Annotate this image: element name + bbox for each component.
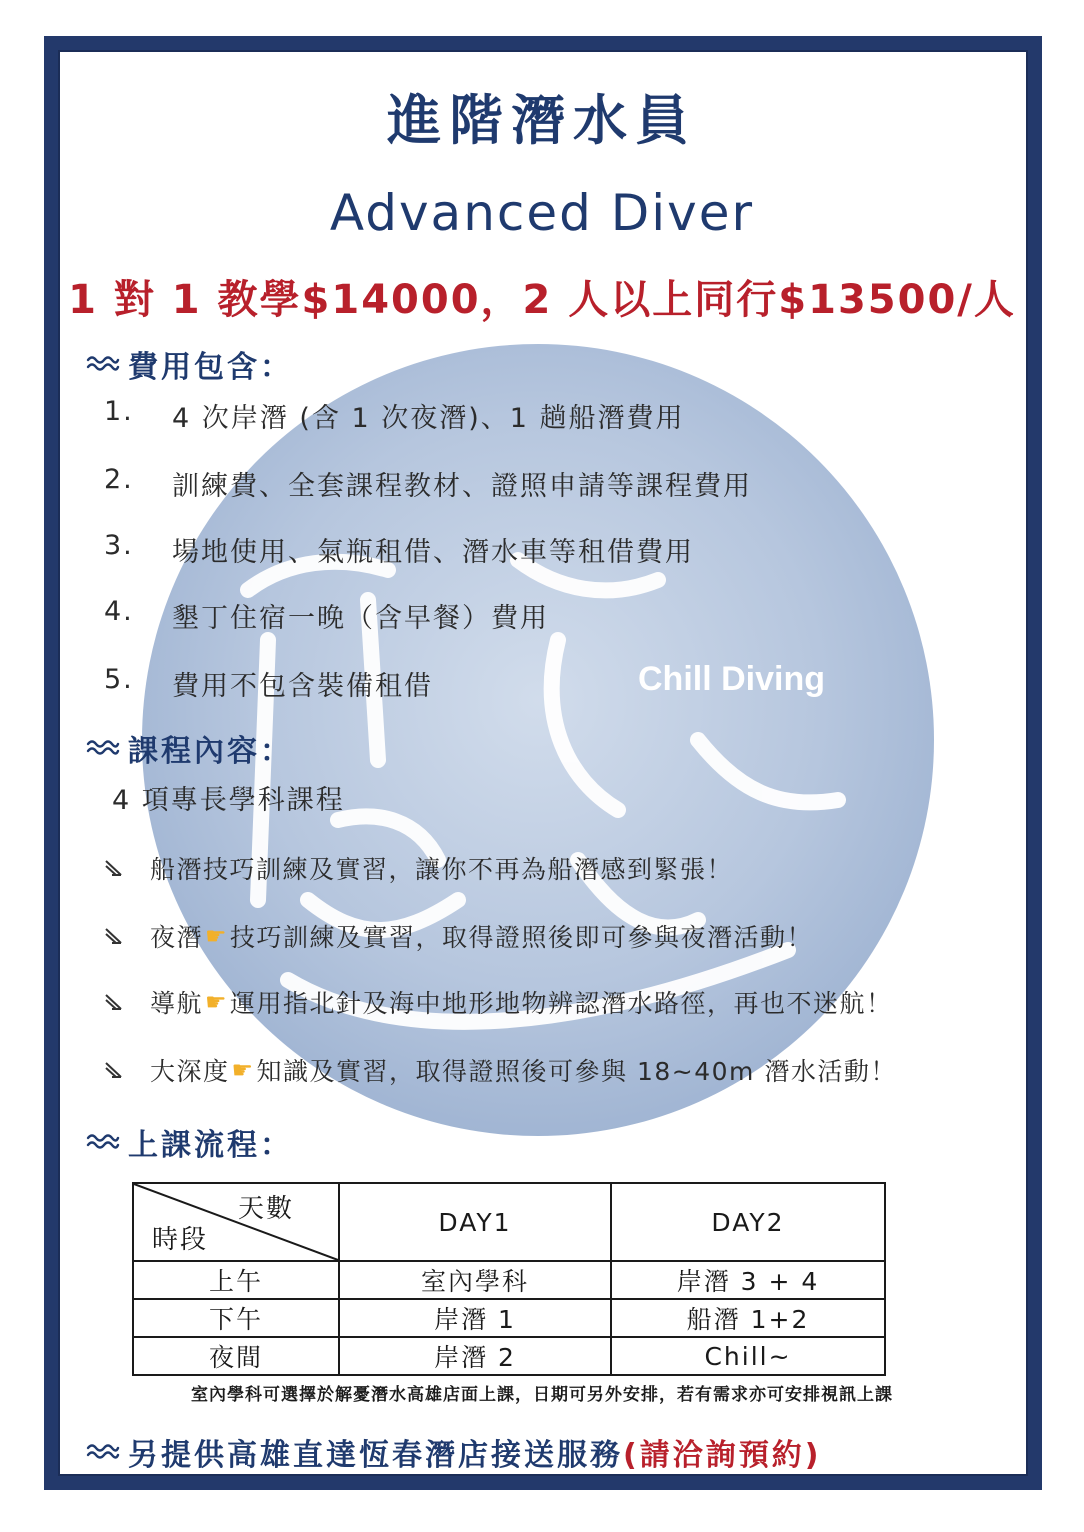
corner-label-days: 天數 xyxy=(237,1194,294,1224)
price-line: 1 對 1 教學$14000，2 人以上同行$13500/人 xyxy=(68,277,1016,323)
watermark-brand-en: Chill Diving xyxy=(638,660,825,698)
list-item-text: 墾丁住宿一晚（含早餐）費用 xyxy=(172,603,549,634)
wave-icon xyxy=(86,1441,120,1463)
spec-text-pre: 大深度 xyxy=(150,1057,230,1086)
list-item-number: 2. xyxy=(104,464,134,495)
table-header-day1: DAY1 xyxy=(339,1183,611,1261)
list-item xyxy=(104,1052,897,1088)
schedule-heading-text: 上課流程： xyxy=(128,1128,293,1163)
arrow-bullet-icon xyxy=(104,1060,124,1080)
pointing-hand-icon: ☛ xyxy=(231,1056,255,1084)
cell-day1: 岸潛 2 xyxy=(339,1337,611,1375)
pointing-hand-icon: ☛ xyxy=(205,922,229,950)
spec-text-pre: 夜潛 xyxy=(150,923,204,952)
list-item xyxy=(104,664,433,703)
table-corner-cell xyxy=(133,1183,339,1261)
arrow-bullet-icon xyxy=(104,926,124,946)
spec-text-post: 知識及實習，取得證照後可參與 18~40m 潛水活動！ xyxy=(256,1057,897,1086)
footer-main-text: 另提供高雄直達恆春潛店接送服務 xyxy=(128,1438,623,1473)
spec-text-pre: 導航 xyxy=(150,989,204,1018)
spec-text: 船潛技巧訓練及實習，讓你不再為船潛感到緊張！ xyxy=(150,855,734,884)
list-item xyxy=(104,984,893,1020)
corner-label-period: 時段 xyxy=(152,1225,209,1255)
list-item xyxy=(104,464,752,503)
spec-text-post: 技巧訓練及實習，取得證照後即可參與夜潛活動！ xyxy=(230,923,814,952)
list-item xyxy=(104,596,549,635)
page-title-en: Advanced Diver xyxy=(329,184,755,242)
list-item-number: 5. xyxy=(104,664,134,695)
table-row xyxy=(133,1299,885,1337)
page-title-zh: 進階潛水員 xyxy=(387,89,697,152)
content-heading-text: 課程內容： xyxy=(128,734,293,769)
list-item xyxy=(104,396,685,435)
wave-icon xyxy=(86,353,120,375)
list-item-text: 場地使用、氣瓶租借、潛水車等租借費用 xyxy=(172,537,694,568)
list-item-text: 費用不包含裝備租借 xyxy=(172,671,433,702)
list-item xyxy=(104,850,733,886)
cell-day2: 岸潛 3 + 4 xyxy=(611,1261,885,1299)
table-row xyxy=(133,1261,885,1299)
wave-icon xyxy=(86,1131,120,1153)
table-header-day2: DAY2 xyxy=(611,1183,885,1261)
table-header-row xyxy=(133,1183,885,1261)
wave-icon xyxy=(86,737,120,759)
row-label: 夜間 xyxy=(133,1337,339,1375)
list-item-text: 訓練費、全套課程教材、證照申請等課程費用 xyxy=(172,471,752,502)
list-item xyxy=(104,918,813,954)
row-label: 上午 xyxy=(133,1261,339,1299)
list-item-text: 4 次岸潛 (含 1 次夜潛)、1 趟船潛費用 xyxy=(172,403,685,434)
arrow-bullet-icon xyxy=(104,858,124,878)
row-label: 下午 xyxy=(133,1299,339,1337)
cell-day2: 船潛 1+2 xyxy=(611,1299,885,1337)
pointing-hand-icon: ☛ xyxy=(205,988,229,1016)
schedule-table xyxy=(132,1182,886,1376)
includes-heading-text: 費用包含： xyxy=(128,350,293,385)
cell-day2: Chill~ xyxy=(611,1337,885,1375)
list-item-number: 4. xyxy=(104,596,134,627)
list-item xyxy=(104,530,694,569)
cell-day1: 岸潛 1 xyxy=(339,1299,611,1337)
includes-heading xyxy=(86,342,293,386)
schedule-note: 室內學科可選擇於解憂潛水高雄店面上課，日期可另外安排，若有需求亦可安排視訊上課 xyxy=(191,1385,893,1405)
table-row xyxy=(133,1337,885,1375)
list-item-number: 1. xyxy=(104,396,134,427)
arrow-bullet-icon xyxy=(104,992,124,1012)
schedule-heading xyxy=(86,1120,293,1164)
spec-text-post: 運用指北針及海中地形地物辨認潛水路徑，再也不迷航！ xyxy=(230,989,893,1018)
footer-line xyxy=(86,1430,821,1474)
content-heading xyxy=(86,726,293,770)
footer-highlight-text: (請洽詢預約) xyxy=(623,1438,822,1473)
list-item-number: 3. xyxy=(104,530,134,561)
cell-day1: 室內學科 xyxy=(339,1261,611,1299)
content-subtitle: 4 項專長學科課程 xyxy=(112,785,345,816)
